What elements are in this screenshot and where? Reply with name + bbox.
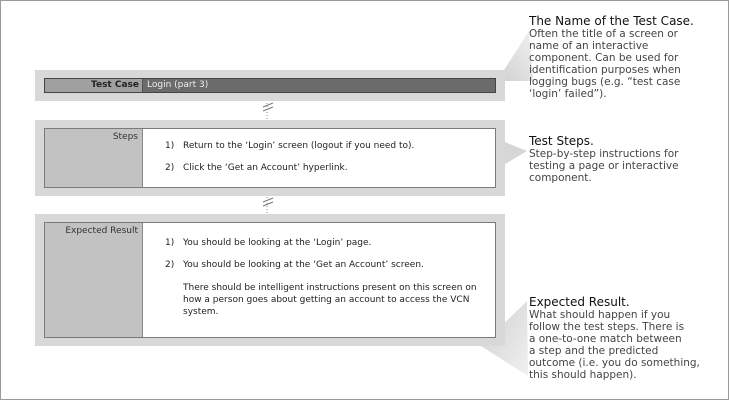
test-case-label-cell bbox=[45, 79, 143, 92]
annotation-line: Step-by-step instructions for bbox=[529, 148, 679, 160]
annotation-test-steps bbox=[529, 134, 679, 184]
result-text: You should be looking at the ‘Login’ page. bbox=[183, 238, 372, 248]
annotation-title: Test Steps. bbox=[529, 134, 594, 148]
annotation-line: name of an interactive bbox=[529, 40, 649, 52]
test-case-value: Login (part 3) bbox=[147, 80, 209, 90]
steps-box bbox=[44, 128, 496, 188]
result-note bbox=[183, 282, 477, 318]
annotation-line: follow the test steps. There is bbox=[529, 321, 685, 333]
result-number: 1) bbox=[165, 238, 175, 248]
annotation-line: outcome (i.e. you do something, bbox=[529, 357, 700, 369]
annotation-line: component. bbox=[529, 172, 592, 184]
step-number: 2) bbox=[165, 163, 175, 173]
annotation-title: The Name of the Test Case. bbox=[529, 14, 694, 28]
expected-content bbox=[143, 223, 495, 337]
expected-label-cell bbox=[45, 223, 143, 337]
steps-label-cell bbox=[45, 129, 143, 187]
annotation-title: Expected Result. bbox=[529, 295, 630, 309]
test-case-label: Test Case bbox=[91, 80, 139, 90]
annotation-line: a one-to-one match between bbox=[529, 333, 682, 345]
step-text: Click the ‘Get an Account’ hyperlink. bbox=[183, 163, 348, 173]
step-number: 1) bbox=[165, 141, 175, 151]
expected-panel bbox=[35, 214, 505, 346]
steps-label: Steps bbox=[112, 132, 138, 142]
annotation-line: identification purposes when bbox=[529, 64, 681, 76]
annotation-line: ‘login’ failed”). bbox=[529, 88, 607, 100]
annotation-line: component. Can be used for bbox=[529, 52, 679, 64]
steps-content bbox=[143, 129, 495, 187]
steps-panel bbox=[35, 120, 505, 196]
expected-box bbox=[44, 222, 496, 338]
annotation-line: logging bugs (e.g. “test case bbox=[529, 76, 681, 88]
note-line: system. bbox=[183, 307, 219, 317]
test-case-bar bbox=[44, 78, 496, 93]
result-number: 2) bbox=[165, 260, 175, 270]
annotation-line: Often the title of a screen or bbox=[529, 28, 678, 40]
note-line: how a person goes about getting an account to access the VCN bbox=[183, 295, 470, 305]
annotation-line: testing a page or interactive bbox=[529, 160, 679, 172]
annotation-line: What should happen if you bbox=[529, 309, 671, 321]
test-case-panel bbox=[35, 70, 505, 101]
note-line: There should be intelligent instructions present on this screen on bbox=[183, 283, 477, 293]
annotation-line: a step and the predicted bbox=[529, 345, 659, 357]
annotation-test-case-name bbox=[529, 14, 694, 100]
step-text: Return to the ‘Login’ screen (logout if you need to). bbox=[183, 141, 415, 151]
annotation-line: this should happen). bbox=[529, 369, 637, 381]
expected-label: Expected Result bbox=[65, 226, 138, 236]
result-text: You should be looking at the ‘Get an Account’ screen. bbox=[183, 260, 424, 270]
annotation-expected-result bbox=[529, 295, 700, 381]
